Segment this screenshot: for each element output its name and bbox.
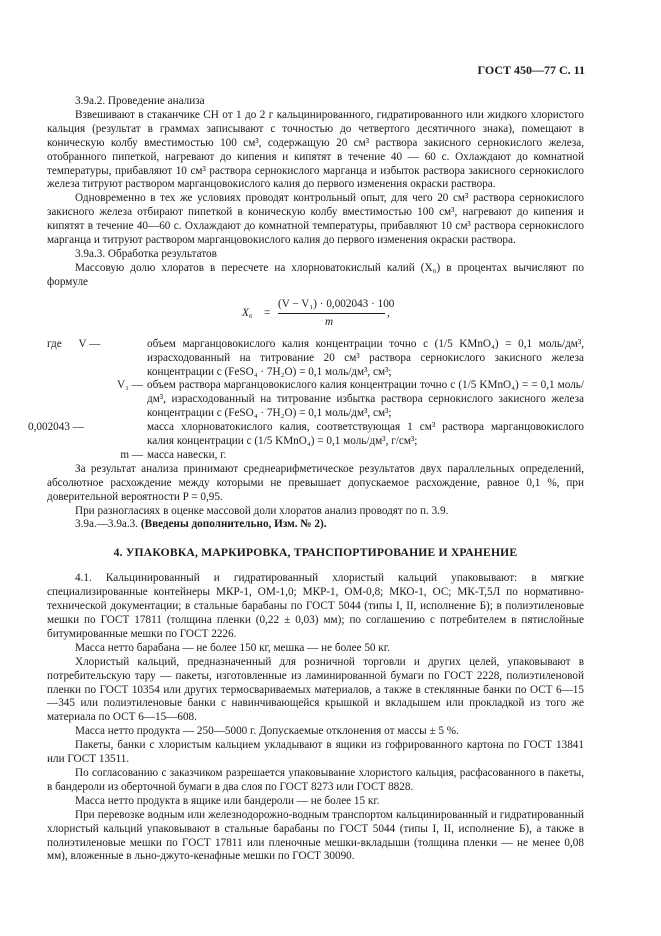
paragraph: Массовую долю хлоратов в пересчете на хлорноватокислый калий (X₆) в процентах вычисляют по формуле [47, 261, 584, 288]
fraction-bar [278, 313, 385, 314]
definition-text: масса навески, г. [147, 448, 227, 461]
definition-row [28, 421, 584, 449]
paragraph: За результат анализа принимают среднеарифметическое результатов двух параллельных определений, абсолютное расхождение между которыми не превышает допускаемое расхождение, равное 0,1 %, при доверительной вероятности P = 0,95. [47, 462, 584, 503]
amendment-note [47, 518, 584, 532]
page-content [28, 95, 584, 864]
paragraph: Хлористый кальций, предназначенный для розничной торговли и других целей, упаковывают в потребительскую тару — пакеты, изготовленные из ламинированной бумаги по ГОСТ 2228, полиэтиленовой пленки по ГОСТ 10354 или других термосвариваемых материалов, а также в стеклянные банки по ОСТ 6—15—345 или полиэтиленовые банки с навинчивающейся крышкой и вкладышем или прокладкой из того же материала по ОСТ 6—15—608. [47, 655, 584, 724]
formula-end: , [387, 306, 390, 319]
section-title-4: 4. УПАКОВКА, МАРКИРОВКА, ТРАНСПОРТИРОВАНИЕ И ХРАНЕНИЕ [113, 546, 518, 560]
definition-text: объем раствора марганцовокислого калия концентрации точно c (1/5 KMnO₄) = = 0,1 моль/дм³, израсходованный на титрование избытка раствора сернокислого закисного железа концентрации c (FeSO₄ · 7H₂O) = 0,1 моль/дм³, см³; [147, 379, 584, 420]
definition-key: 0,002043 — [28, 421, 84, 434]
formula-numerator: (V − V₁) · 0,002043 · 100 [278, 297, 395, 310]
amendment-text: (Введены дополнительно, Изм. № 2). [140, 518, 327, 531]
paragraph: При разногласиях в оценке массовой доли хлоратов анализ проводят по п. 3.9. [75, 504, 449, 517]
definition-row [47, 449, 584, 463]
definition-text: масса хлорноватокислого калия, соответствующая 1 см³ раствора марганцовокислого калия концентрации c (1/5 KMnO₄) = 0,1 моль/дм³, г/см³; [147, 421, 584, 448]
subsection-heading-3-9a-2: 3.9а.2. Проведение анализа [75, 95, 205, 107]
definition-key: где V — [47, 337, 101, 350]
paragraph: По согласованию с заказчиком разрешается упаковывание хлористого кальция, расфасованного в пакеты, в бандероли из оберточной бумаги в два слоя по ГОСТ 8273 или ГОСТ 8828. [47, 766, 584, 793]
paragraph: Взвешивают в стаканчике СН от 1 до 2 г кальцинированного, гидратированного или жидкого хлористого кальция (результат в граммах записывают с точностью до четвертого десятичного знака), помещают в коническую колбу вместимостью 100 см³, содержащую 20 см³ раствора закисного сернокислого железа, отобранного пипеткой, нагревают до кипения и кипятят в течение 40 — 60 с. Охлаждают до комнатной температуры, прибавляют 10 см³ раствора сернокислого марганца и избыток раствора закисного сернокислого железа титруют раствором марганцовокислого калия до первого изменения окраски раствора. [47, 108, 584, 191]
paragraph: Пакеты, банки с хлористым кальцием укладывают в ящики из гофрированного картона по ГОСТ 13841 или ГОСТ 13511. [47, 739, 584, 766]
paragraph: Одновременно в тех же условиях проводят контрольный опыт, для чего 20 см³ раствора сернокислого закисного железа отбирают пипеткой в коническую колбу вместимостью 100 см³, нагревают до кипения и кипятят в течение 40—60 с. Охлаждают до комнатной температуры, прибавляют 10 см³ раствора сернокислого марганца и титруют раствором марганцовокислого калия до первого изменения окраски раствора. [47, 192, 584, 247]
formula-equals: = [264, 306, 271, 319]
definition-row [47, 338, 584, 380]
paragraph: 4.1. Кальцинированный и гидратированный хлористый кальций упаковывают: в мягкие специализированные контейнеры МКР-1, ОМ-1,0; МКР-1, ОМ-0,8; МКО-1, ОС; МК-Т,5Л по нормативно-технической документации; в стальные барабаны по ГОСТ 5044 (типы I, II, исполнение Б); в полиэтиленовые мешки по ГОСТ 17811 (толщина пленки (0,22 ± 0,03) мм); по соглашению с потребителем в пятислойные битумированные мешки по ГОСТ 2226. [47, 572, 584, 640]
formula [242, 298, 584, 332]
amendment-ref: 3.9а.—3.9а.3. [75, 518, 141, 531]
definition-row [47, 379, 584, 421]
paragraph: Масса нетто продукта — 250—5000 г. Допускаемые отклонения от массы ± 5 %. [75, 725, 459, 738]
page-header: ГОСТ 450—77 С. 11 [477, 63, 585, 77]
definition-text: объем марганцовокислого калия концентрации точно c (1/5 KMnO₄) = 0,1 моль/дм³, израсходованный на титрование 20 см³ раствора сернокислого закисного железа концентрации c (FeSO₄ · 7H₂O) = 0,1 моль/дм³, см³; [147, 337, 584, 378]
paragraph: Масса нетто барабана — не более 150 кг, мешка — не более 50 кг. [75, 641, 390, 654]
paragraph: При перевозке водным или железнодорожно-водным транспортом кальцинированный и гидратированный хлористый кальций упаковывают в стальные барабаны по ГОСТ 5044 (типы I, II, исполнение Б), а также в полиэтиленовые мешки по ГОСТ 17811 или пленочные мешки-вкладыши (толщина пленки — не менее 0,08 мм), вложенные в льно-джуто-кенафные мешки по ГОСТ 30090. [47, 808, 584, 863]
definition-key: m — [120, 448, 143, 461]
formula-denominator: m [325, 315, 334, 328]
formula-lhs: X₆ [242, 306, 253, 319]
paragraph: Масса нетто продукта в ящике или бандероли — не более 15 кг. [75, 794, 380, 807]
subsection-heading-3-9a-3: 3.9а.3. Обработка результатов [75, 247, 217, 260]
variable-definitions [28, 337, 584, 463]
definition-key: V₁ — [117, 379, 143, 392]
